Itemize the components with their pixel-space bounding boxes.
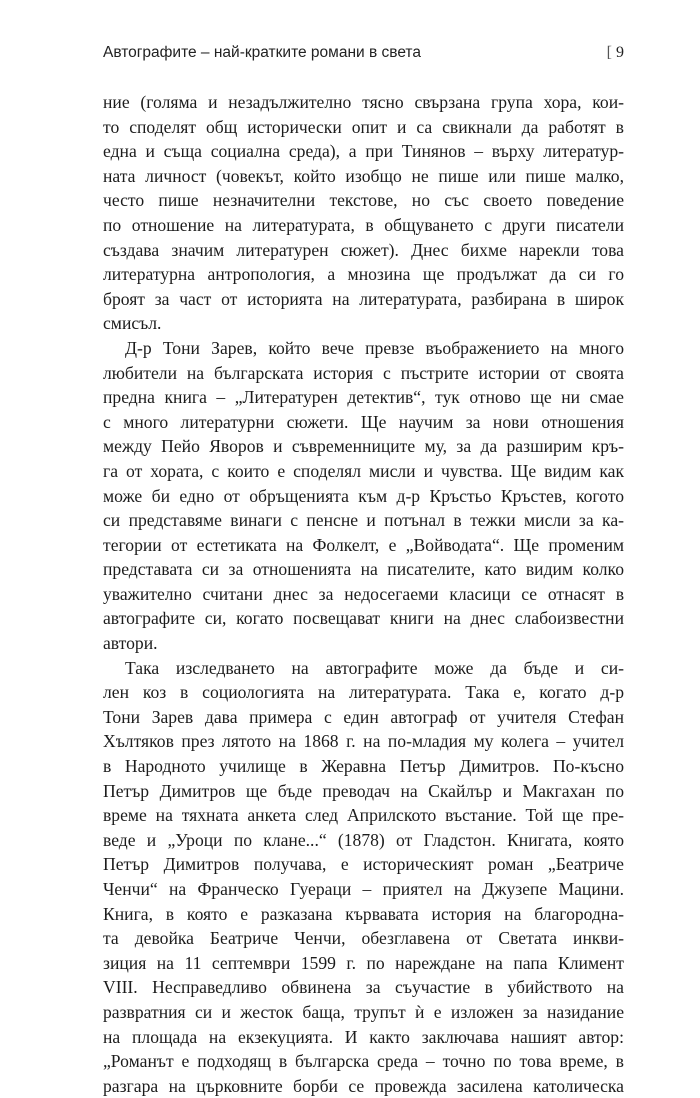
text-line: Тони Зарев дава примера с един автограф от учителя Стефан — [103, 706, 624, 727]
text-line: VIII. Несправедливо обвинена за съучастие в убийството на — [103, 977, 624, 998]
text-line: на площада на екзекуцията. И както заключава нашият автор: — [103, 1026, 624, 1047]
text-line: ние (голяма и незадължително тясно свързана група хора, кои- — [103, 92, 624, 112]
text-line: Така изследването на автографите може да бъде и си- — [125, 657, 624, 678]
text-line: по отношение на литературата, в общуването с други писатели — [103, 214, 624, 235]
text-line: литературна антропология, а мнозина ще продължат да си го — [103, 264, 624, 285]
text-line: в Народното училище в Жеравна Петър Димитров. По-късно — [103, 756, 624, 777]
text-line: си представяме винаги с пенсне и потънал в тежки мисли за ка- — [103, 510, 624, 531]
text-line: Петър Димитров ще бъде преводач на Скайлър и Макгахан по — [103, 780, 624, 801]
paragraph — [103, 656, 624, 1098]
text-line: Петър Димитров получава, е историческият роман „Беатриче — [103, 854, 624, 875]
text-line: създава значим литературен сюжет). Днес бихме нарекли това — [103, 239, 624, 260]
text-line: предна книга – „Литературен детектив“, тук отново ще ни смае — [103, 387, 624, 408]
text-line: любители на българската история с пъстрите истории от своята — [103, 362, 624, 383]
page-header — [103, 38, 624, 68]
text-line: то споделят общ исторически опит и са свикнали да работят в — [103, 116, 624, 137]
text-line: представата си за отношенията на писателите, като видим колко — [103, 559, 624, 580]
text-line: смисъл. — [103, 313, 162, 334]
text-line: често пише незначителни текстове, но със своето поведение — [103, 190, 624, 211]
text-line: Ченчи“ на Франческо Гуераци – приятел на Джузепе Мацини. — [103, 879, 624, 899]
page-number: 9 — [616, 44, 624, 61]
text-line: с много литературни сюжети. Ще научим за нови отношения — [103, 411, 624, 432]
text-line: време на тяхната анкета след Априлското въстание. Той ще пре- — [103, 805, 624, 826]
text-line: та девойка Беатриче Ченчи, обезглавена от Светата инкви- — [103, 928, 624, 949]
text-line: може би едно от обръщенията към д-р Кръстьо Кръстев, когото — [103, 485, 624, 506]
text-line: броят за част от историята на литературата, разбирана в широк — [103, 288, 624, 309]
body-text — [103, 90, 624, 1098]
text-line: разгара на църковните борби се провежда засилена католическа — [103, 1075, 624, 1096]
text-line: га от хората, с които е споделял мисли и чувства. Ще видим как — [103, 460, 624, 481]
text-line: ната личност (човекът, който изобщо не пише или пише малко, — [103, 165, 624, 186]
text-line: „Романът е подходящ в българска среда – точно по това време, в — [103, 1051, 624, 1072]
text-line: уважително считани днес за недосегаеми класици се отнасят в — [103, 583, 624, 604]
text-line: автографите си, когато посвещават книги на днес слабоизвестни — [103, 608, 624, 629]
text-line: веде и „Уроци по клане...“ (1878) от Гладстон. Книгата, която — [103, 829, 624, 850]
text-line: Д-р Тони Зарев, който вече превзе въображението на много — [125, 337, 624, 358]
paragraph — [103, 90, 624, 336]
running-title: Автографите – най-кратките романи в света — [103, 44, 421, 61]
text-line: Хълтяков през лятото на 1868 г. на по-младия му колега – учител — [103, 731, 624, 752]
text-line: между Пейо Яворов и съвременниците му, за да разширим кръ- — [103, 436, 624, 457]
text-line: тегории от естетиката на Фолкелт, е „Войводата“. Ще променим — [103, 534, 624, 555]
text-line: развратния си и жесток баща, трупът ѝ е изложен за назидание — [103, 1001, 624, 1022]
paragraph — [103, 336, 624, 656]
page-number-block — [607, 38, 624, 68]
text-line: зиция на 11 септември 1599 г. по нареждане на папа Климент — [103, 952, 624, 973]
text-line: Книга, в която е разказана кървавата история на благородна- — [103, 903, 624, 924]
text-line: една и съща социална среда), а при Тинянов – върху литератур- — [103, 141, 624, 162]
page-number-bracket: [ — [606, 44, 612, 61]
text-line: лен коз в социологията на литературата. Така е, когато д-р — [103, 682, 624, 703]
text-line: автори. — [103, 633, 158, 654]
